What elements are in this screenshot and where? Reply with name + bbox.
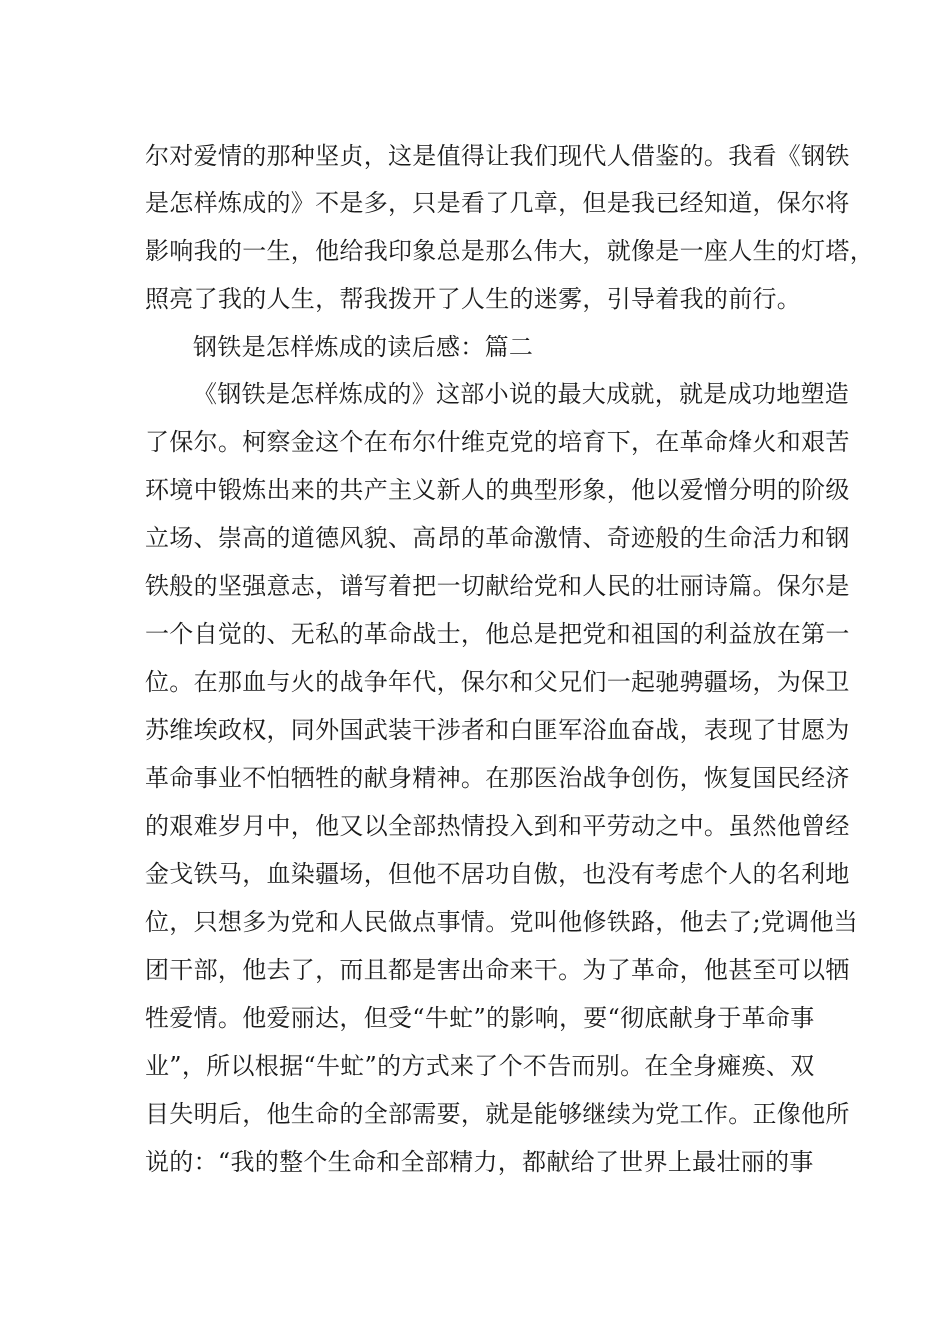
paragraph-line: 影响我的一生，他给我印象总是那么伟大，就像是一座人生的灯塔， xyxy=(145,237,874,265)
paragraph-line: 照亮了我的人生，帮我拨开了人生的迷雾，引导着我的前行。 xyxy=(145,285,802,313)
paragraph-line: 位。在那血与火的战争年代，保尔和父兄们一起驰骋疆场，为保卫 xyxy=(145,668,850,696)
paragraph-line: 革命事业不怕牺牲的献身精神。在那医治战争创伤，恢复国民经济 xyxy=(145,764,850,792)
paragraph-line: 尔对爱情的那种坚贞，这是值得让我们现代人借鉴的。我看《钢铁 xyxy=(145,142,850,170)
paragraph-line: 了保尔。柯察金这个在布尔什维克党的培育下，在革命烽火和艰苦 xyxy=(145,428,850,456)
paragraph-line: 金戈铁马，血染疆场，但他不居功自傲，也没有考虑个人的名利地 xyxy=(145,860,850,888)
paragraph-line: 团干部，他去了，而且都是害出命来干。为了革命，他甚至可以牺 xyxy=(145,956,850,984)
paragraph-line: 环境中锻炼出来的共产主义新人的典型形象，他以爱憎分明的阶级 xyxy=(145,476,850,504)
paragraph-line: 业”，所以根据“牛虻”的方式来了个不告而别。在全身瘫痪、双 xyxy=(145,1052,815,1080)
paragraph-line: 目失明后，他生命的全部需要，就是能够继续为党工作。正像他所 xyxy=(145,1100,850,1128)
paragraph-line: 说的：“我的整个生命和全部精力，都献给了世界上最壮丽的事 xyxy=(145,1148,814,1176)
paragraph-line: 苏维埃政权，同外国武装干涉者和白匪军浴血奋战，表现了甘愿为 xyxy=(145,716,850,744)
paragraph-line: 是怎样炼成的》不是多，只是看了几章，但是我已经知道，保尔将 xyxy=(145,189,850,217)
paragraph-line: 位，只想多为党和人民做点事情。党叫他修铁路，他去了;党调他当 xyxy=(145,908,859,936)
paragraph-line: 的艰难岁月中，他又以全部热情投入到和平劳动之中。虽然他曾经 xyxy=(145,812,850,840)
section-heading: 钢铁是怎样炼成的读后感：篇二 xyxy=(193,333,534,361)
paragraph-line: 一个自觉的、无私的革命战士，他总是把党和祖国的利益放在第一 xyxy=(145,620,850,648)
paragraph-line: 牲爱情。他爱丽达，但受“牛虻”的影响，要“彻底献身于革命事 xyxy=(145,1004,815,1032)
paragraph-line: 《钢铁是怎样炼成的》这部小说的最大成就，就是成功地塑造 xyxy=(193,380,850,408)
paragraph-line: 立场、崇高的道德风貌、高昂的革命激情、奇迹般的生命活力和钢 xyxy=(145,524,850,552)
paragraph-line: 铁般的坚强意志，谱写着把一切献给党和人民的壮丽诗篇。保尔是 xyxy=(145,572,850,600)
